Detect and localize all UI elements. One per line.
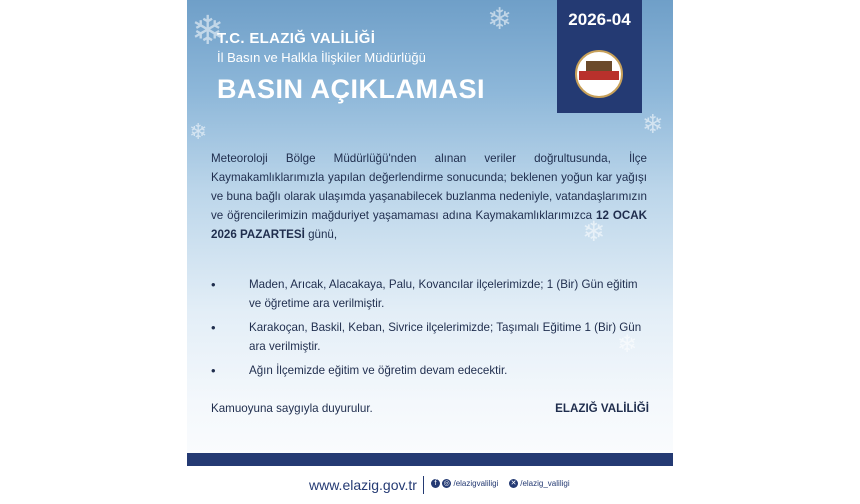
governorship-seal-icon	[575, 50, 623, 98]
footer	[187, 466, 673, 504]
department-name: İl Basın ve Halkla İlişkiler Müdürlüğü	[217, 50, 426, 65]
snowflake-decor-icon: ❄	[189, 120, 208, 145]
footer-separator	[423, 476, 424, 494]
paragraph-tail: günü,	[308, 228, 338, 241]
snowflake-decor-icon: ❄	[191, 8, 225, 54]
bullet-icon: •	[211, 277, 216, 292]
website-link[interactable]: www.elazig.gov.tr	[309, 477, 417, 493]
snowflake-decor-icon: ❄	[617, 330, 638, 358]
list-item	[211, 318, 651, 356]
snowflake-decor-icon: ❄	[642, 110, 664, 140]
list-item	[211, 361, 651, 380]
press-release-card	[187, 0, 673, 504]
signature: ELAZIĞ VALİLİĞİ	[555, 402, 649, 415]
announcement-paragraph	[211, 149, 647, 244]
x-icon: ✕	[510, 479, 517, 488]
social-handle: /elazigvaliligi	[453, 479, 499, 488]
list-item-text: Karakoçan, Baskil, Keban, Sivrice ilçelerimizde; Taşımalı Eğitime 1 (Bir) Gün ara verilmiştir.	[249, 321, 642, 353]
institution-name: T.C. ELAZIĞ VALİLİĞİ	[217, 30, 376, 47]
closing-line: Kamuoyuna saygıyla duyurulur.	[211, 402, 373, 415]
footer-divider	[187, 453, 673, 466]
release-number-badge	[557, 0, 642, 113]
snowflake-decor-icon: ❄	[582, 215, 606, 248]
list-item-text: Ağın İlçemizde eğitim ve öğretim devam edecektir.	[249, 364, 508, 377]
bullet-icon: •	[211, 363, 216, 378]
social-link-valiligi[interactable]	[431, 479, 498, 488]
release-number: 2026-04	[568, 10, 631, 29]
list-item	[211, 275, 651, 313]
bullet-list	[211, 275, 651, 385]
bullet-icon: •	[211, 320, 216, 335]
list-item-text: Maden, Arıcak, Alacakaya, Palu, Kovancılar ilçelerimizde; 1 (Bir) Gün eğitim ve öğretime ara verilmiştir.	[249, 278, 638, 310]
snowflake-decor-icon: ❄	[487, 2, 513, 37]
date-highlight: 12 OCAK 2026 PAZARTESİ	[211, 209, 647, 241]
facebook-icon: f	[431, 479, 440, 488]
social-handle: /elazig_valiligi	[520, 479, 570, 488]
page-title: BASIN AÇIKLAMASI	[217, 74, 485, 104]
social-link-x[interactable]	[509, 479, 570, 488]
paragraph-text: Meteoroloji Bölge Müdürlüğü'nden alınan veriler doğrultusunda, İlçe Kaymakamlıklarımızla yapılan değerlendirme sonucunda; beklenen yoğun kar yağışı ve buna bağlı olarak ulaşımda yaşanabilecek buzlanma nedeniyle, vatandaşlarımızın ve öğrencilerimizin mağduriyet yaşamaması adına Kaymakamlıklarımızca	[211, 152, 647, 222]
instagram-icon: ◎	[443, 479, 450, 488]
